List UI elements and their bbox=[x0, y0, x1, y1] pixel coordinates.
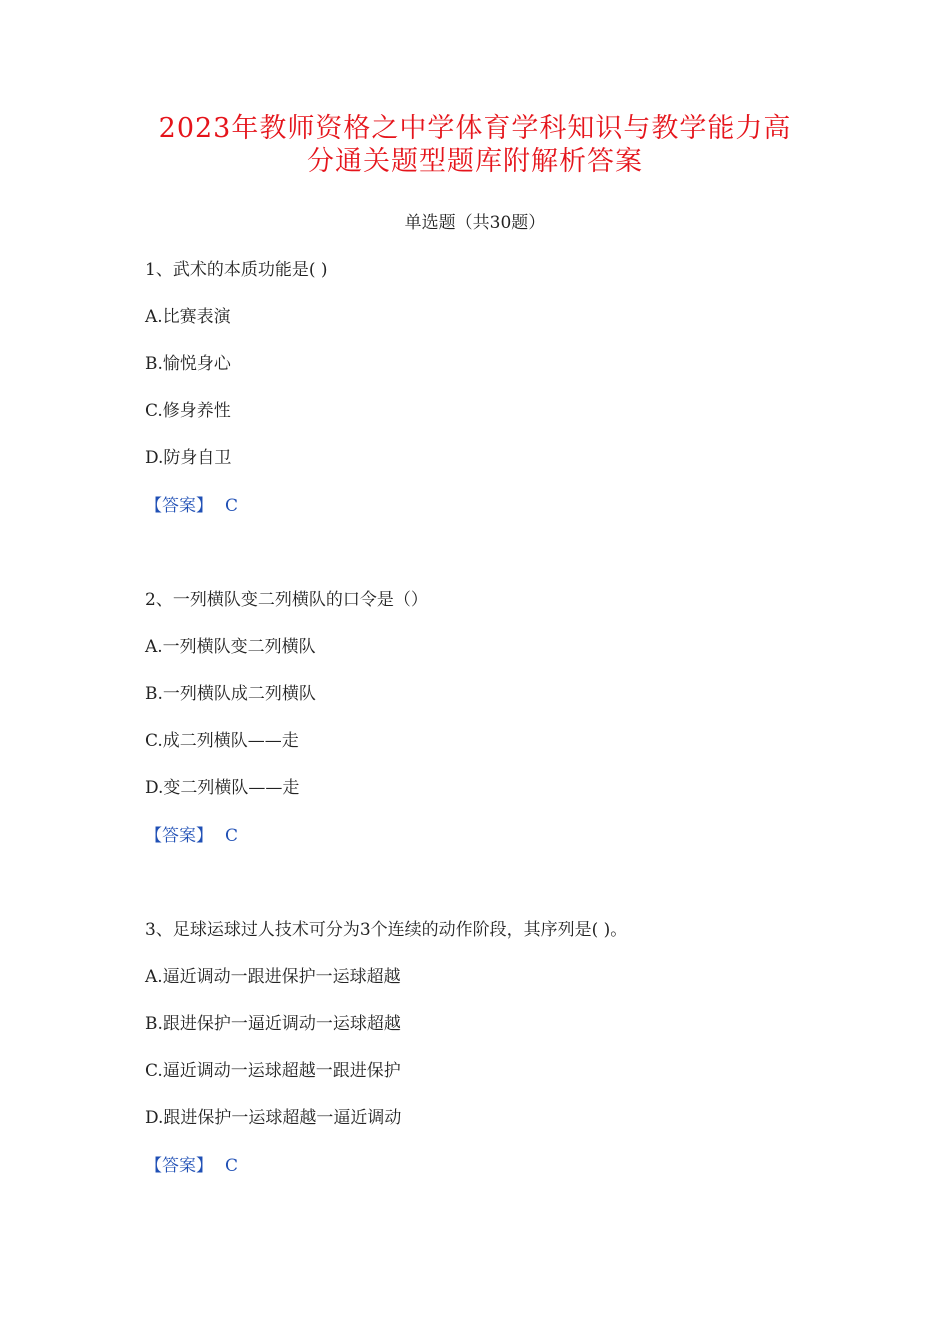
document-title-line-1: 2023年教师资格之中学体育学科知识与教学能力高 bbox=[158, 113, 792, 144]
option-c: C.成二列横队——走 bbox=[145, 731, 299, 751]
option-a: A.一列横队变二列横队 bbox=[145, 637, 316, 657]
answer-label: 【答案】 bbox=[145, 826, 213, 846]
option-a: A.逼近调动一跟进保护一运球超越 bbox=[145, 967, 401, 987]
answer-line bbox=[145, 824, 238, 848]
option-c: C.修身养性 bbox=[145, 401, 231, 421]
section-heading: 单选题（共30题） bbox=[404, 213, 546, 233]
option-a: A.比赛表演 bbox=[145, 307, 231, 327]
answer-line bbox=[145, 1154, 238, 1178]
question-stem: 1、武术的本质功能是( ) bbox=[145, 260, 328, 280]
option-d: D.防身自卫 bbox=[145, 448, 232, 468]
question-stem: 2、一列横队变二列横队的口令是（） bbox=[145, 590, 428, 610]
question-stem: 3、足球运球过人技术可分为3个连续的动作阶段，其序列是( )。 bbox=[145, 920, 628, 940]
option-d: D.变二列横队——走 bbox=[145, 778, 300, 798]
document-title-line-2: 分通关题型题库附解析答案 bbox=[307, 146, 643, 177]
answer-value: C bbox=[225, 826, 239, 846]
option-c: C.逼近调动一运球超越一跟进保护 bbox=[145, 1061, 401, 1081]
option-b: B.愉悦身心 bbox=[145, 354, 231, 374]
answer-label: 【答案】 bbox=[145, 496, 213, 516]
answer-value: C bbox=[225, 1156, 239, 1176]
answer-value: C bbox=[225, 496, 239, 516]
option-b: B.一列横队成二列横队 bbox=[145, 684, 316, 704]
answer-line bbox=[145, 494, 238, 518]
option-d: D.跟进保护一运球超越一逼近调动 bbox=[145, 1108, 402, 1128]
option-b: B.跟进保护一逼近调动一运球超越 bbox=[145, 1014, 401, 1034]
answer-label: 【答案】 bbox=[145, 1156, 213, 1176]
